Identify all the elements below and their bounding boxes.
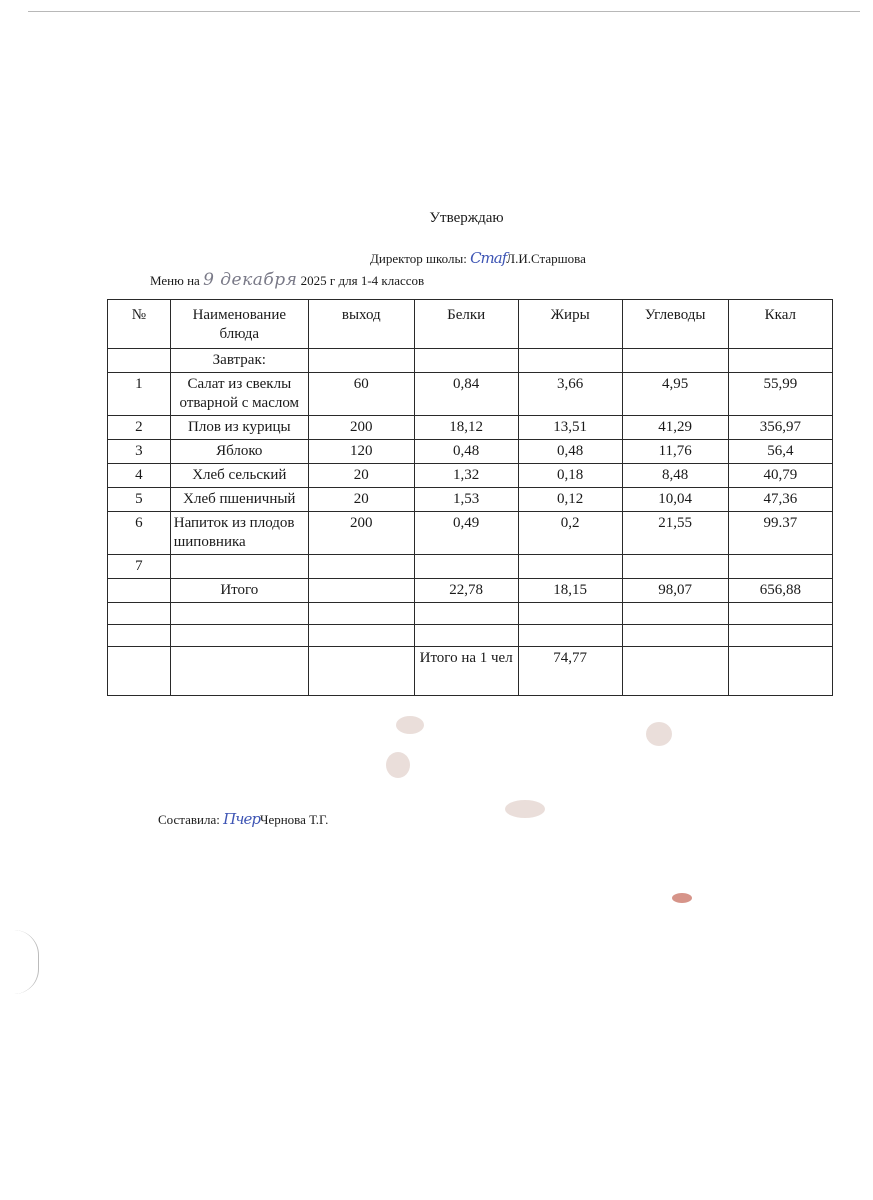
table-row — [108, 555, 833, 579]
table-row — [108, 440, 833, 464]
cell-number: 4 — [108, 464, 171, 488]
col-header-fat: Жиры — [518, 300, 622, 349]
col-header-number: № — [108, 300, 171, 349]
cell-output: 20 — [308, 464, 414, 488]
per-person-row — [108, 647, 833, 696]
stain-mark — [646, 722, 672, 746]
cell-fat: 0,2 — [518, 512, 622, 555]
table-row — [108, 464, 833, 488]
cell-dish — [170, 555, 308, 579]
stain-mark — [386, 752, 410, 778]
per-person-label: Итого на 1 чел — [414, 647, 518, 696]
cell-output: 120 — [308, 440, 414, 464]
composer-signature: Пчер — [223, 810, 260, 828]
stain-mark — [672, 893, 692, 903]
cell-carbs: 21,55 — [622, 512, 728, 555]
cell-fat: 3,66 — [518, 373, 622, 416]
table-row — [108, 373, 833, 416]
cell-number: 2 — [108, 416, 171, 440]
per-person-value: 74,77 — [518, 647, 622, 696]
section-label: Завтрак: — [170, 349, 308, 373]
cell-dish: Салат из свеклы отварной с маслом — [170, 373, 308, 416]
cell-output: 20 — [308, 488, 414, 512]
cell-dish: Хлеб сельский — [170, 464, 308, 488]
col-header-output: выход — [308, 300, 414, 349]
approve-heading: Утверждаю — [429, 210, 504, 226]
cell-carbs: 4,95 — [622, 373, 728, 416]
stain-mark — [505, 800, 545, 818]
menu-date-line — [150, 270, 424, 290]
cell-kcal — [728, 555, 832, 579]
blank-row — [108, 603, 833, 625]
cell-number: 6 — [108, 512, 171, 555]
cell-carbs: 41,29 — [622, 416, 728, 440]
col-header-kcal: Ккал — [728, 300, 832, 349]
cell-fat: 0,48 — [518, 440, 622, 464]
cell-protein: 0,84 — [414, 373, 518, 416]
cell-kcal: 40,79 — [728, 464, 832, 488]
menu-prefix: Меню на — [150, 273, 200, 288]
total-row — [108, 579, 833, 603]
cell-carbs: 8,48 — [622, 464, 728, 488]
total-fat: 18,15 — [518, 579, 622, 603]
cell-number: 3 — [108, 440, 171, 464]
cell-kcal: 56,4 — [728, 440, 832, 464]
cell-kcal: 55,99 — [728, 373, 832, 416]
cell-fat — [518, 555, 622, 579]
cell-dish: Плов из курицы — [170, 416, 308, 440]
menu-table — [107, 299, 833, 696]
director-name: Л.И.Старшова — [506, 251, 586, 266]
total-carbs: 98,07 — [622, 579, 728, 603]
cell-protein: 18,12 — [414, 416, 518, 440]
blank-row — [108, 625, 833, 647]
cell-fat: 0,18 — [518, 464, 622, 488]
cell-output: 60 — [308, 373, 414, 416]
cell-kcal: 99.37 — [728, 512, 832, 555]
cell-number: 5 — [108, 488, 171, 512]
cell-kcal: 356,97 — [728, 416, 832, 440]
total-label: Итого — [170, 579, 308, 603]
cell-carbs — [622, 555, 728, 579]
menu-date-handwritten: 9 декабря — [203, 270, 298, 290]
cell-protein: 1,53 — [414, 488, 518, 512]
cell-carbs: 11,76 — [622, 440, 728, 464]
cell-fat: 0,12 — [518, 488, 622, 512]
cell-protein — [414, 555, 518, 579]
director-label: Директор школы: — [370, 251, 467, 266]
cell-carbs: 10,04 — [622, 488, 728, 512]
director-signature: Cmaf — [470, 249, 507, 267]
col-header-dish: Наименование блюда — [170, 300, 308, 349]
cell-output: 200 — [308, 416, 414, 440]
table-row — [108, 512, 833, 555]
composer-line — [158, 810, 328, 828]
cell-output — [308, 555, 414, 579]
cell-dish: Напиток из плодов шиповника — [170, 512, 308, 555]
cell-dish: Хлеб пшеничный — [170, 488, 308, 512]
stain-mark — [396, 716, 424, 734]
col-header-protein: Белки — [414, 300, 518, 349]
cell-dish: Яблоко — [170, 440, 308, 464]
cell-fat: 13,51 — [518, 416, 622, 440]
cell-protein: 1,32 — [414, 464, 518, 488]
table-row — [108, 488, 833, 512]
cell-protein: 0,49 — [414, 512, 518, 555]
section-row — [108, 349, 833, 373]
total-protein: 22,78 — [414, 579, 518, 603]
menu-suffix: 2025 г для 1-4 классов — [300, 273, 425, 288]
cell-output: 200 — [308, 512, 414, 555]
director-line — [370, 249, 586, 267]
table-header-row — [108, 300, 833, 349]
cell-number: 1 — [108, 373, 171, 416]
cell-number: 7 — [108, 555, 171, 579]
col-header-carbs: Углеводы — [622, 300, 728, 349]
scan-edge-mark — [14, 930, 39, 994]
table-row — [108, 416, 833, 440]
composer-label: Составила: — [158, 812, 220, 827]
total-kcal: 656,88 — [728, 579, 832, 603]
cell-kcal: 47,36 — [728, 488, 832, 512]
scan-edge-line — [28, 11, 860, 12]
cell-protein: 0,48 — [414, 440, 518, 464]
composer-name: Чернова Т.Г. — [260, 812, 329, 827]
